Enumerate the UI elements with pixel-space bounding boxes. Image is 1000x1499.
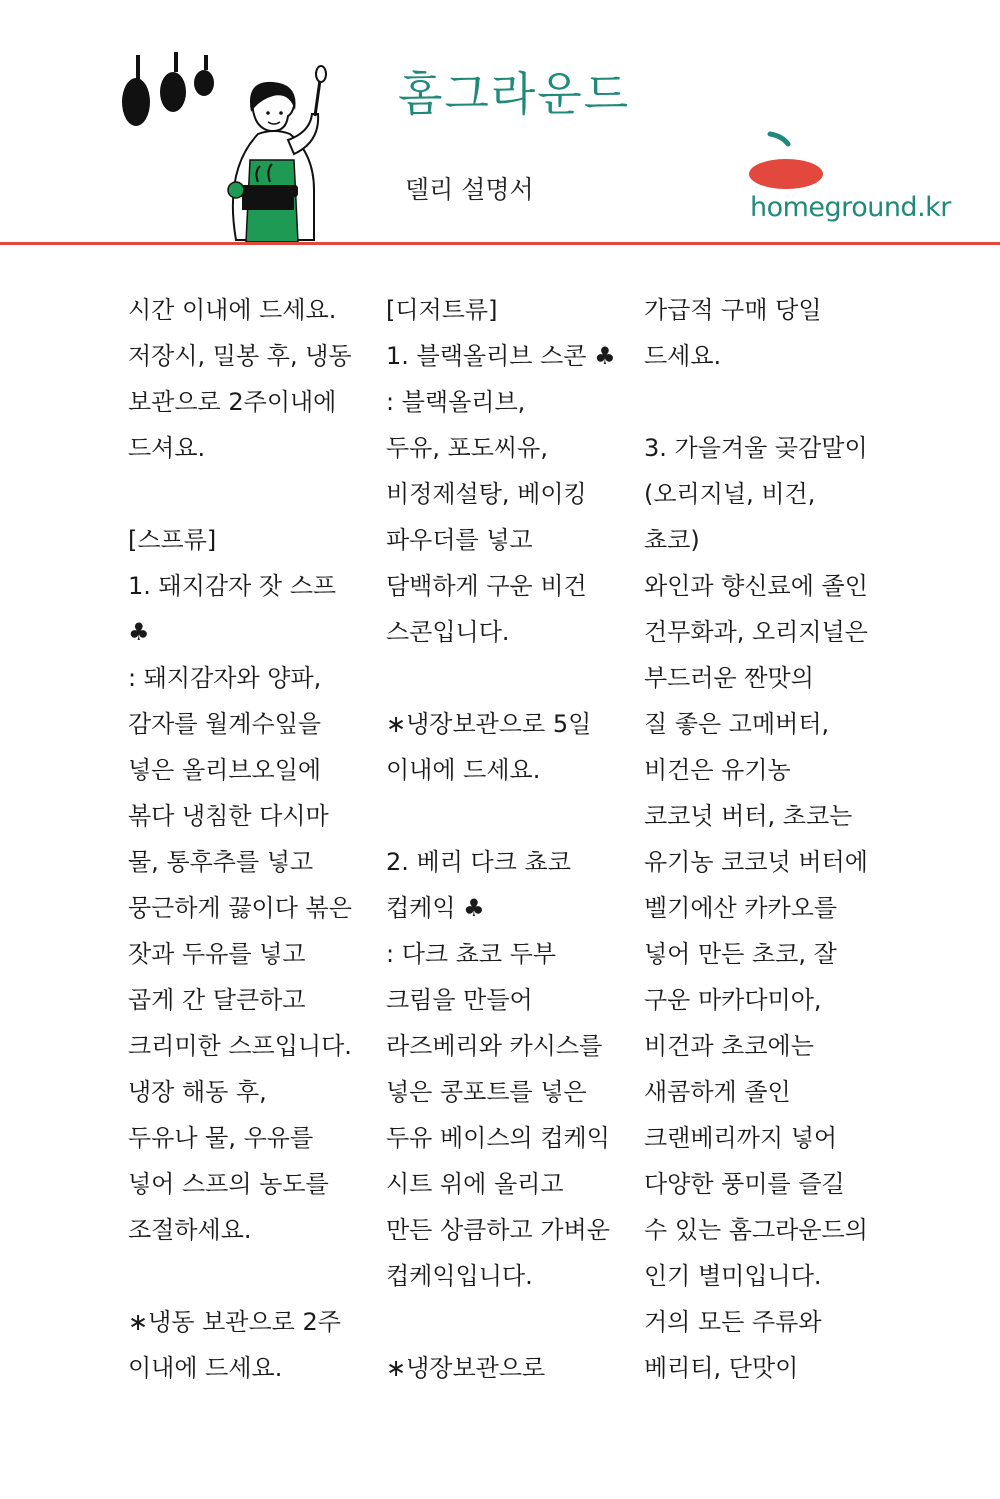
logo-text: homeground.kr bbox=[750, 192, 951, 223]
text-line: 감자를 월계수잎을 bbox=[128, 710, 322, 738]
text-line: 질 좋은 고메버터, bbox=[644, 710, 830, 738]
text-line: 넣어 스프의 농도를 bbox=[128, 1170, 329, 1198]
header-divider bbox=[0, 242, 1000, 245]
text-line: 부드러운 짠맛의 bbox=[644, 664, 814, 692]
text-line: ♣ bbox=[128, 618, 150, 646]
text-line: 두유, 포도씨유, bbox=[386, 434, 548, 462]
text-line: 시트 위에 올리고 bbox=[386, 1170, 564, 1198]
text-line: 비건은 유기농 bbox=[644, 756, 791, 784]
text-line: 건무화과, 오리지널은 bbox=[644, 618, 868, 646]
text-line: 1. 블랙올리브 스콘 ♣ bbox=[386, 342, 616, 370]
text-line: 넣은 올리브오일에 bbox=[128, 756, 322, 784]
text-line: 다양한 풍미를 즐길 bbox=[644, 1170, 845, 1198]
text-line: 저장시, 밀봉 후, 냉동 bbox=[128, 342, 352, 370]
text-line: 2. 베리 다크 쵸코 bbox=[386, 848, 571, 876]
text-line: 유기농 코코넛 버터에 bbox=[644, 848, 868, 876]
text-line: 와인과 향신료에 졸인 bbox=[644, 572, 868, 600]
text-line: 드셔요. bbox=[128, 434, 206, 462]
text-line: 컵케익 ♣ bbox=[386, 894, 485, 922]
text-column-1 bbox=[128, 287, 373, 1391]
text-line: 크림을 만들어 bbox=[386, 986, 533, 1014]
text-line: 컵케익입니다. bbox=[386, 1262, 533, 1290]
text-line: 시간 이내에 드세요. bbox=[128, 296, 337, 324]
text-line: 뭉근하게 끓이다 볶은 bbox=[128, 894, 352, 922]
text-line: 새콤하게 졸인 bbox=[644, 1078, 791, 1106]
text-line bbox=[386, 655, 631, 701]
text-line: 크리미한 스프입니다. bbox=[128, 1032, 352, 1060]
text-line: : 블랙올리브, bbox=[386, 388, 526, 416]
text-line: 조절하세요. bbox=[128, 1216, 252, 1244]
text-line: 3. 가을겨울 곶감말이 bbox=[644, 434, 868, 462]
text-line: 파우더를 넣고 bbox=[386, 526, 533, 554]
text-column-2 bbox=[386, 287, 631, 1391]
text-line: 두유 베이스의 컵케익 bbox=[386, 1124, 610, 1152]
text-line: : 다크 쵸코 두부 bbox=[386, 940, 557, 968]
text-line: 담백하게 구운 비건 bbox=[386, 572, 587, 600]
text-line: 물, 통후추를 넣고 bbox=[128, 848, 314, 876]
text-line: 코코넛 버터, 초코는 bbox=[644, 802, 853, 830]
document-subtitle: 델리 설명서 bbox=[405, 175, 534, 204]
text-line: [디저트류] bbox=[386, 296, 498, 324]
text-line bbox=[128, 471, 373, 517]
text-line: : 돼지감자와 양파, bbox=[128, 664, 322, 692]
text-line: 냉장 해동 후, bbox=[128, 1078, 267, 1106]
text-line: 볶다 냉침한 다시마 bbox=[128, 802, 329, 830]
homeground-logo-mark bbox=[748, 130, 828, 190]
text-line: 넣은 콩포트를 넣은 bbox=[386, 1078, 587, 1106]
text-line: 가급적 구매 당일 bbox=[644, 296, 822, 324]
text-line: (오리지널, 비건, bbox=[644, 480, 816, 508]
text-line bbox=[128, 1253, 373, 1299]
text-line: 잣과 두유를 넣고 bbox=[128, 940, 306, 968]
text-line: 비건과 초코에는 bbox=[644, 1032, 814, 1060]
text-line: 비정제설탕, 베이킹 bbox=[386, 480, 587, 508]
text-line: 스콘입니다. bbox=[386, 618, 510, 646]
text-line bbox=[386, 793, 631, 839]
text-line: ∗냉동 보관으로 2주 bbox=[128, 1308, 341, 1336]
text-line: 두유나 물, 우유를 bbox=[128, 1124, 314, 1152]
text-line: 곱게 간 달큰하고 bbox=[128, 986, 306, 1014]
text-line: 거의 모든 주류와 bbox=[644, 1308, 822, 1336]
text-line: [스프류] bbox=[128, 526, 217, 554]
text-line: 수 있는 홈그라운드의 bbox=[644, 1216, 868, 1244]
text-line: 라즈베리와 카시스를 bbox=[386, 1032, 603, 1060]
text-line: 쵸코) bbox=[644, 526, 700, 554]
text-line: 보관으로 2주이내에 bbox=[128, 388, 337, 416]
text-line bbox=[386, 1299, 631, 1345]
header bbox=[0, 0, 1000, 246]
text-line: 구운 마카다미아, bbox=[644, 986, 822, 1014]
text-line: 1. 돼지감자 잣 스프 bbox=[128, 572, 337, 600]
text-line: 만든 상큼하고 가벼운 bbox=[386, 1216, 610, 1244]
text-line: 드세요. bbox=[644, 342, 722, 370]
text-line: ∗냉장보관으로 bbox=[386, 1354, 546, 1382]
text-column-3 bbox=[644, 287, 889, 1391]
text-line: 벨기에산 카카오를 bbox=[644, 894, 838, 922]
text-line: 인기 별미입니다. bbox=[644, 1262, 822, 1290]
text-line: 베리티, 단맛이 bbox=[644, 1354, 799, 1382]
text-line: 이내에 드세요. bbox=[386, 756, 541, 784]
text-line: 넣어 만든 초코, 잘 bbox=[644, 940, 837, 968]
brand-title: 홈그라운드 bbox=[398, 67, 631, 121]
text-line: 크랜베리까지 넣어 bbox=[644, 1124, 838, 1152]
text-line: 이내에 드세요. bbox=[128, 1354, 283, 1382]
text-line: ∗냉장보관으로 5일 bbox=[386, 710, 592, 738]
chef-cooking-illustration bbox=[118, 50, 348, 245]
text-line bbox=[644, 379, 889, 425]
